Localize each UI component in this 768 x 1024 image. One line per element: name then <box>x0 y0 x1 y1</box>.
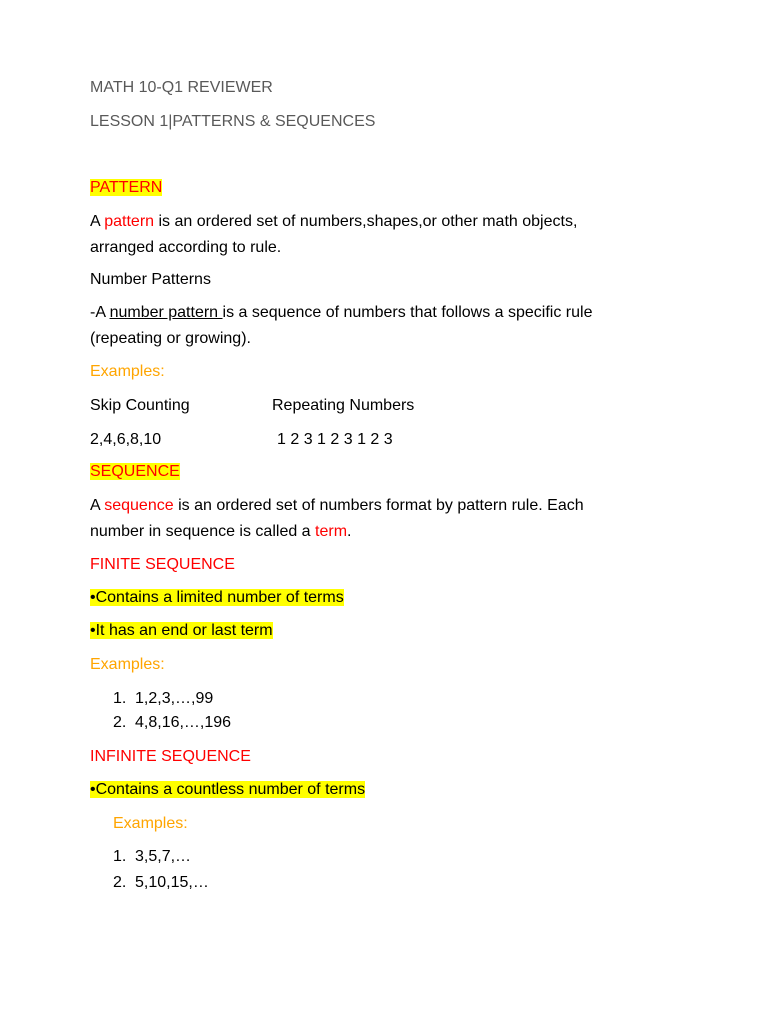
infinite-bullet-1-text: •Contains a countless number of terms <box>90 781 366 798</box>
finite-example-1 <box>113 689 213 709</box>
sequence-definition-line2 <box>90 522 351 542</box>
pattern-def-prefix: A <box>90 213 105 230</box>
pattern-examples-label: Examples: <box>90 363 165 380</box>
pattern-term: pattern <box>104 213 155 230</box>
finite-bullet-2-text: •It has an end or last term <box>90 622 273 639</box>
finite-sequence-heading: FINITE SEQUENCE <box>90 556 235 573</box>
list-number: 1. <box>113 690 127 707</box>
number-pattern-term: number pattern <box>109 304 223 321</box>
list-number: 2. <box>113 874 127 891</box>
list-item-text: 5,10,15,… <box>135 874 209 891</box>
number-patterns-heading: Number Patterns <box>90 271 211 288</box>
list-item-text: 1,2,3,…,99 <box>135 690 214 707</box>
sequence-def-prefix: A <box>90 497 105 514</box>
sequence-heading <box>90 462 180 482</box>
sequence-definition-line1 <box>90 496 584 516</box>
finite-example-2 <box>113 713 231 733</box>
finite-bullet-1 <box>90 588 344 608</box>
finite-bullet-2 <box>90 621 273 641</box>
sequence-def-line2-prefix: number in sequence is called a <box>90 523 316 540</box>
pattern-def-rest: is an ordered set of numbers,shapes,or other math objects, <box>154 213 578 230</box>
pattern-heading-text: PATTERN <box>90 179 163 196</box>
infinite-bullet-1 <box>90 780 365 800</box>
finite-examples-label: Examples: <box>90 656 165 673</box>
repeating-numbers-value: 1 2 3 1 2 3 1 2 3 <box>277 431 393 448</box>
term-term: term <box>315 523 348 540</box>
infinite-example-2 <box>113 873 209 893</box>
document-title: MATH 10-Q1 REVIEWER <box>90 79 273 96</box>
skip-counting-value: 2,4,6,8,10 <box>90 431 162 448</box>
sequence-term: sequence <box>104 497 174 514</box>
lesson-title: LESSON 1|PATTERNS & SEQUENCES <box>90 113 376 130</box>
number-pattern-definition-line2: (repeating or growing). <box>90 330 251 347</box>
infinite-example-1 <box>113 847 191 867</box>
sequence-def-rest: is an ordered set of numbers format by pattern rule. Each <box>173 497 584 514</box>
finite-bullet-1-text: •Contains a limited number of terms <box>90 589 344 606</box>
np-def-rest: is a sequence of numbers that follows a specific rule <box>222 304 593 321</box>
pattern-definition-line1 <box>90 212 577 232</box>
skip-counting-header: Skip Counting <box>90 397 190 414</box>
pattern-heading <box>90 178 162 198</box>
infinite-sequence-heading: INFINITE SEQUENCE <box>90 748 251 765</box>
np-prefix: -A <box>90 304 110 321</box>
list-number: 2. <box>113 714 127 731</box>
number-pattern-definition-line1 <box>90 303 592 323</box>
list-item-text: 4,8,16,…,196 <box>135 714 232 731</box>
pattern-definition-line2: arranged according to rule. <box>90 239 282 256</box>
repeating-numbers-header: Repeating Numbers <box>272 397 415 414</box>
sequence-heading-text: SEQUENCE <box>90 463 180 480</box>
list-item-text: 3,5,7,… <box>135 848 192 865</box>
infinite-examples-label: Examples: <box>113 815 188 832</box>
sequence-def-line2-suffix: . <box>347 523 352 540</box>
list-number: 1. <box>113 848 127 865</box>
